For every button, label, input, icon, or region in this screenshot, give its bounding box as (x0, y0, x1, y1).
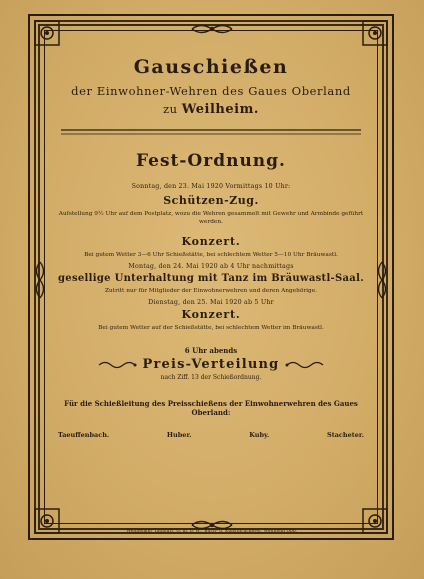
poster-content (50, 38, 372, 520)
tuesday-event: Konzert. (181, 308, 241, 321)
organizers-line: Für die Schießleitung des Preisschießens der Einwohnerwehren des Gaues Oberland: (64, 399, 358, 417)
monday-event: gesellige Unterhaltung mit Tanz im Bräuwastl-Saal. (58, 273, 364, 284)
sunday-concert-details: Bei gutem Wetter 3—6 Uhr Schießstätte, bei schlechtem Wetter 5—10 Uhr Bräuwastl. (84, 252, 338, 258)
program-heading: Fest-Ordnung. (136, 151, 286, 171)
prize-title: Preis-Verteilung (142, 357, 280, 372)
organizer-name: Stacheter. (327, 431, 364, 439)
poster-location (50, 102, 372, 117)
organizer-names (50, 431, 372, 439)
organizer-name: Kuby. (249, 431, 270, 439)
location-name: Weilheim. (181, 102, 259, 117)
organizer-name: Taeuffenbach. (58, 431, 110, 439)
organizer-name: Huber. (166, 431, 192, 439)
left-swirl-icon (97, 360, 137, 370)
poster-title: Gauschießen (133, 56, 289, 78)
left-side-ornament (33, 260, 47, 300)
header-divider-icon (61, 127, 361, 137)
poster-subtitle: der Einwohner-Wehren des Gaues Oberland (71, 84, 351, 98)
monday-details: Zutritt nur für Mitglieder der Einwohnerwehren und deren Angehörige. (105, 288, 317, 294)
sunday-details: Aufstellung 9½ Uhr auf dem Postplatz, wozu die Wehren gesammelt mit Gewehr und Armbinde geführt werden. (58, 211, 364, 225)
tuesday-date: Dienstag, den 25. Mai 1920 ab 5 Uhr (148, 299, 274, 306)
sunday-concert-title: Konzert. (181, 235, 241, 248)
prize-note: nach Ziff. 13 der Schießordnung. (160, 374, 262, 381)
location-prefix: zu (163, 102, 178, 116)
prize-time: 6 Uhr abends (184, 346, 238, 355)
right-swirl-icon (285, 360, 325, 370)
monday-date: Montag, den 24. Mai 1920 ab 4 Uhr nachmittags (128, 263, 294, 270)
sunday-date: Sonntag, den 23. Mai 1920 Vormittags 10 Uhr: (131, 183, 291, 190)
right-side-ornament (375, 260, 389, 300)
sunday-event: Schützen-Zug. (163, 194, 259, 207)
tuesday-details: Bei gutem Wetter auf der Schießstätte, bei schlechtem Wetter im Bräuwastl. (98, 325, 324, 331)
prize-heading (50, 357, 372, 372)
printer-imprint: Weilheimer Tagblatt, G. m. b. H., Buch- u. Kunstdruckerei, Weilheim Obb. (126, 528, 298, 533)
top-center-ornament (190, 22, 234, 36)
